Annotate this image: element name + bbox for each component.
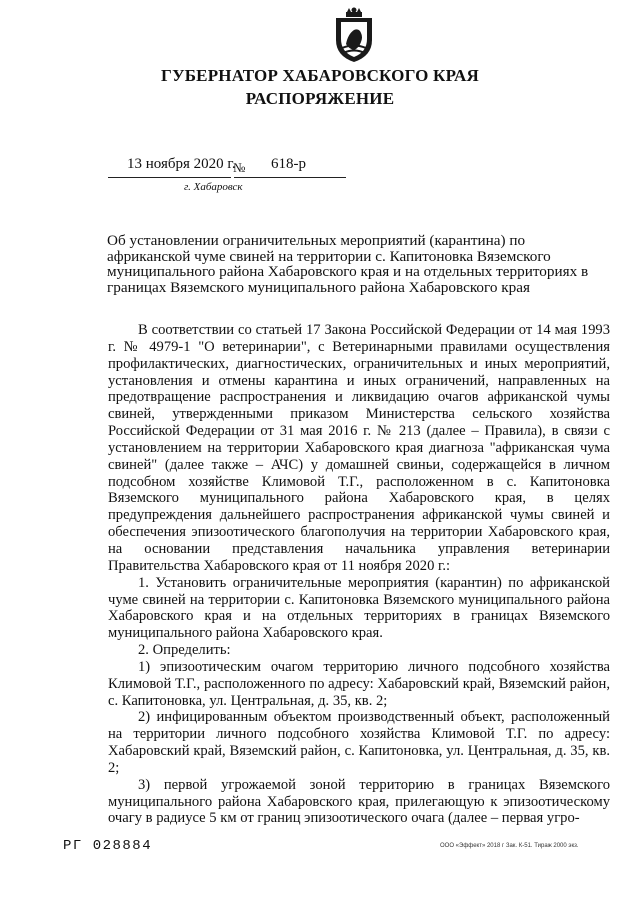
document-type-title: РАСПОРЯЖЕНИЕ	[245, 89, 395, 108]
paragraph-subitem-3: 3) первой угрожаемой зоной территорию в границах Вяземского муниципального района Хабаровского края, прилегающую к эпизоотическому очагу в радиусе 5 км от границ эпизоотического очага (далее – первая угро-	[108, 776, 610, 827]
document-subject: Об установлении ограничительных мероприятий (карантина) по африканской чуме свиней на территории с. Капитоновка Вяземского муниципального района Хабаровского края и на отдельных территориях в границах Вяземского муниципального района Хабаровского края	[107, 232, 589, 296]
document-issuer-title: ГУБЕРНАТОР ХАБАРОВСКОГО КРАЯ	[161, 66, 479, 85]
date-underline	[108, 177, 231, 178]
document-city: г. Хабаровск	[184, 181, 243, 193]
paragraph-subitem-2: 2) инфицированным объектом производственный объект, расположенный на территории личного подсобного хозяйства Климовой Т.Г. по адресу: Хабаровский край, Вяземский район, с. Капитоновка, ул. Центральная, д. 35, кв. 2;	[108, 709, 610, 776]
document-number: 618-р	[271, 156, 306, 172]
paragraph-item-1: 1. Установить ограничительные мероприятия (карантин) по африканской чуме свиней на территории с. Капитоновка Вяземского муниципального района Хабаровского края и на отдельных территориях в границах Вяземского муниципального района Хабаровского края.	[108, 574, 610, 642]
coat-of-arms-emblem	[328, 6, 380, 64]
document-body	[108, 322, 610, 827]
paragraph-preamble: В соответствии со статьей 17 Закона Российской Федерации от 14 мая 1993 г. № 4979-1 "О ветеринарии", с Ветеринарными правилами осуществления профилактических, диагностических, ограничительных и иных мероприятий, установления и отмены карантина и иных ограничений, направленных на предотвращение распространения и ликвидацию очагов африканской чумы свиней, утвержденными приказом Министерства сельского хозяйства Российской Федерации от 31 мая 2016 г. № 213 (далее – Правила), в связи с установлением на территории Хабаровского края диагноза "африканская чума свиней" (далее также – АЧС) у домашней свиньи, содержащейся в личном подсобном хозяйстве Климовой Т.Г., расположенном в с. Капитоновка Вяземского муниципального района Хабаровского края, в целях предупреждения дальнейшего распространения африканской чумы свиней и обеспечения эпизоотического благополучия на территории Хабаровского края, на основании представления начальника управления ветеринарии Правительства Хабаровского края от 11 ноября 2020 г.:	[108, 322, 610, 574]
document-date: 13 ноября 2020 г.	[127, 156, 236, 172]
number-underline	[234, 177, 346, 178]
paragraph-subitem-1: 1) эпизоотическим очагом территорию личного подсобного хозяйства Климовой Т.Г., расположенного по адресу: Хабаровский край, Вяземский район, с. Капитоновка, ул. Центральная, д. 35, кв. 2;	[108, 658, 610, 709]
number-sign: №	[233, 160, 246, 175]
paragraph-item-2: 2. Определить:	[138, 642, 231, 659]
form-serial-code: РГ 028884	[63, 838, 153, 854]
printer-imprint: ООО «Эффект» 2018 г Зак. К-51. Тираж 2000 экз.	[440, 843, 579, 849]
